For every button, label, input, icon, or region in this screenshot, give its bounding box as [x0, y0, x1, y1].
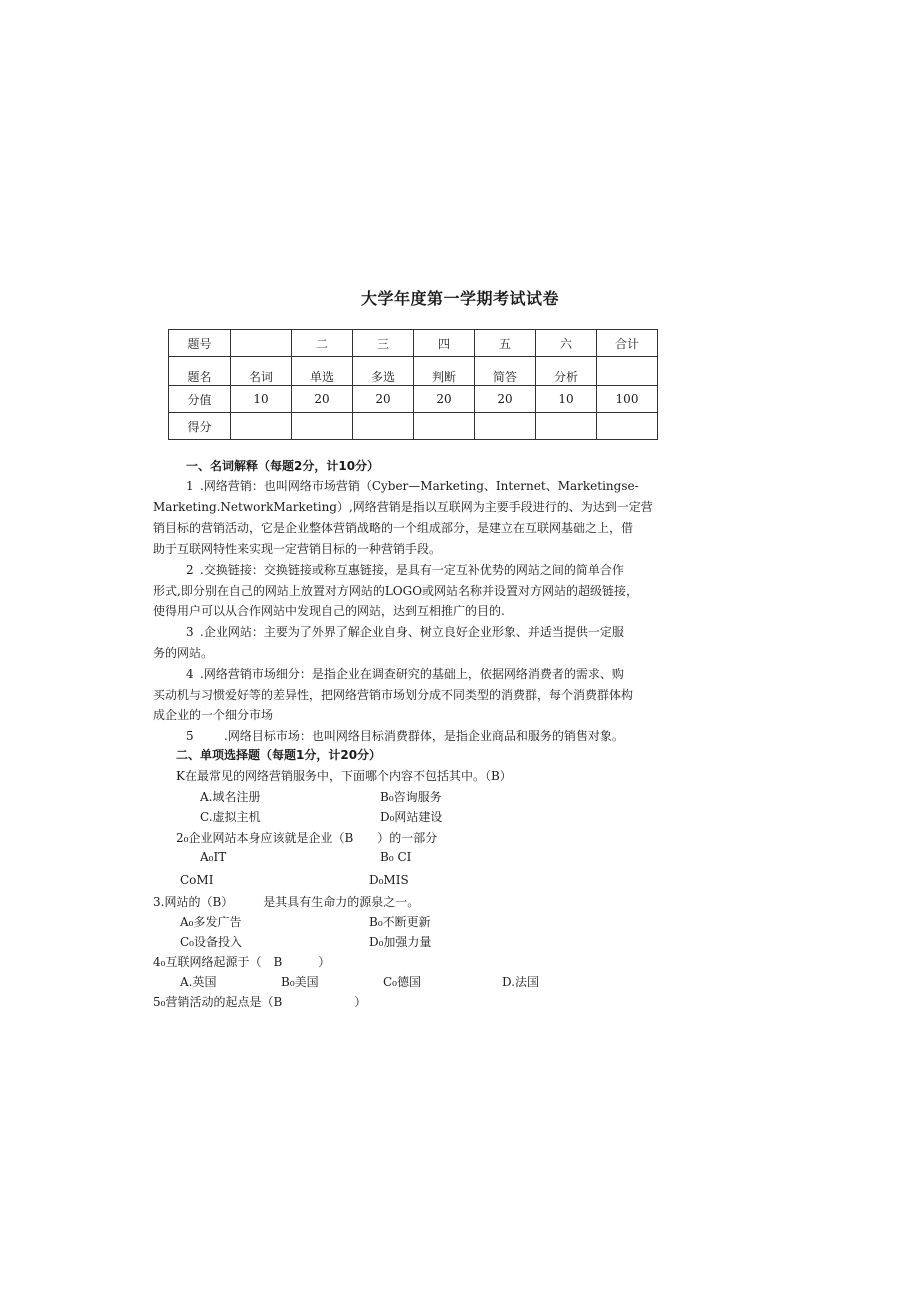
- question-stem: 2₀企业网站本身应该就是企业（B ）的一部分: [176, 831, 438, 845]
- table-cell: 六: [536, 330, 597, 357]
- option-d: D₀网站建设: [380, 810, 443, 824]
- question-stem: 3.网站的（B） 是其具有生命力的源泉之一。: [153, 895, 420, 909]
- item-line: .网络营销：也叫网络市场营销（Cyber—Marketing、Internet、Marketingse-: [200, 479, 639, 493]
- item-number: 3: [186, 625, 194, 639]
- table-cell: 题号: [169, 330, 231, 357]
- table-cell: 题名: [169, 357, 231, 386]
- item-line: .企业网站：主要为了外界了解企业自身、树立良好企业形象、并适当提供一定服: [200, 625, 624, 639]
- item-number: 2: [186, 563, 194, 577]
- option-a: A₀多发广告: [180, 915, 242, 929]
- table-cell: 五: [475, 330, 536, 357]
- table-cell: 单选: [292, 357, 353, 386]
- item-number: 4: [186, 667, 194, 681]
- option-a: A.域名注册: [200, 790, 261, 804]
- item-line: .交换链接：交换链接或称互惠链接，是具有一定互补优势的网站之间的简单合作: [200, 563, 624, 577]
- item-line: 销目标的营销活动，它是企业整体营销战略的一个组成部分，是建立在互联网基础之上，借: [153, 521, 634, 535]
- table-cell: 名词: [231, 357, 292, 386]
- option-d: D.法国: [502, 975, 540, 989]
- table-cell: [292, 413, 353, 440]
- table-cell: 简答: [475, 357, 536, 386]
- table-cell: 10: [231, 386, 292, 413]
- option-b: B₀ CI: [380, 850, 412, 864]
- item-line: 助于互联网特性来实现一定营销目标的一种营销手段。: [153, 542, 442, 556]
- table-cell: 10: [536, 386, 597, 413]
- table-cell: [231, 330, 292, 357]
- section1-heading: 一、名词解释（每题2分，计10分）: [186, 459, 380, 473]
- table-cell: 四: [414, 330, 475, 357]
- table-cell: [231, 413, 292, 440]
- table-cell: 判断: [414, 357, 475, 386]
- table-cell: 20: [475, 386, 536, 413]
- option-b: B₀咨询服务: [380, 790, 442, 804]
- option-c: C₀设备投入: [180, 935, 242, 949]
- table-cell: 得分: [169, 413, 231, 440]
- item-line: .网络营销市场细分：是指企业在调查研究的基础上，依据网络消费者的需求、购: [200, 667, 624, 681]
- table-cell: 多选: [353, 357, 414, 386]
- option-c: C₀德国: [383, 975, 421, 989]
- item-number: 1: [186, 479, 194, 493]
- table-cell: [536, 413, 597, 440]
- section2-heading: 二、单项选择题（每题1分，计20分）: [176, 748, 382, 762]
- table-row: [169, 357, 658, 386]
- option-d: D₀加强力量: [369, 935, 432, 949]
- exam-title: 大学年度第一学期考试试卷: [360, 289, 559, 308]
- table-cell: 分析: [536, 357, 597, 386]
- table-cell: 三: [353, 330, 414, 357]
- table-cell: [414, 413, 475, 440]
- item-line: 务的网站。: [153, 646, 214, 660]
- item-number: 5: [186, 729, 194, 743]
- table-cell: 20: [414, 386, 475, 413]
- question-stem: 5₀营销活动的起点是（B ）: [153, 995, 367, 1009]
- item-line: 使得用户可以从合作网站中发现自己的网站，达到互相推广的目的.: [153, 604, 505, 618]
- item-line: 买动机与习惯爱好等的差异性，把网络营销市场划分成不同类型的消费群，每个消费群体构: [153, 688, 634, 702]
- table-cell: [597, 357, 658, 386]
- option-d: D₀MIS: [369, 873, 409, 887]
- question-stem: K在最常见的网络营销服务中，下面哪个内容不包括其中。（B）: [176, 769, 512, 783]
- option-c: C.虚拟主机: [200, 810, 261, 824]
- option-b: B₀不断更新: [369, 915, 431, 929]
- table-cell: [353, 413, 414, 440]
- item-line: 形式,即分别在自己的网站上放置对方网站的LOGO或网站名称并设置对方网站的超级链接，: [153, 584, 639, 598]
- option-b: B₀美国: [281, 975, 319, 989]
- option-a: A₀IT: [200, 850, 227, 864]
- table-cell: 20: [353, 386, 414, 413]
- table-cell: 20: [292, 386, 353, 413]
- option-c: CoMI: [180, 873, 214, 887]
- table-cell: 100: [597, 386, 658, 413]
- table-cell: 分值: [169, 386, 231, 413]
- table-row: [169, 413, 658, 440]
- score-table: [168, 329, 658, 440]
- table-cell: 二: [292, 330, 353, 357]
- item-line: Marketing.NetworkMarketing）,网络营销是指以互联网为主要手段进行的、为达到一定营: [153, 500, 653, 514]
- question-stem: 4₀互联网络起源于（ B ）: [153, 955, 331, 969]
- item-line: .网络目标市场：也叫网络目标消费群体，是指企业商品和服务的销售对象。: [224, 729, 624, 743]
- table-cell: [597, 413, 658, 440]
- table-cell: [475, 413, 536, 440]
- table-row: [169, 330, 658, 357]
- table-cell: 合计: [597, 330, 658, 357]
- option-a: A.英国: [180, 975, 217, 989]
- item-line: 成企业的一个细分市场: [153, 708, 274, 722]
- table-row: [169, 386, 658, 413]
